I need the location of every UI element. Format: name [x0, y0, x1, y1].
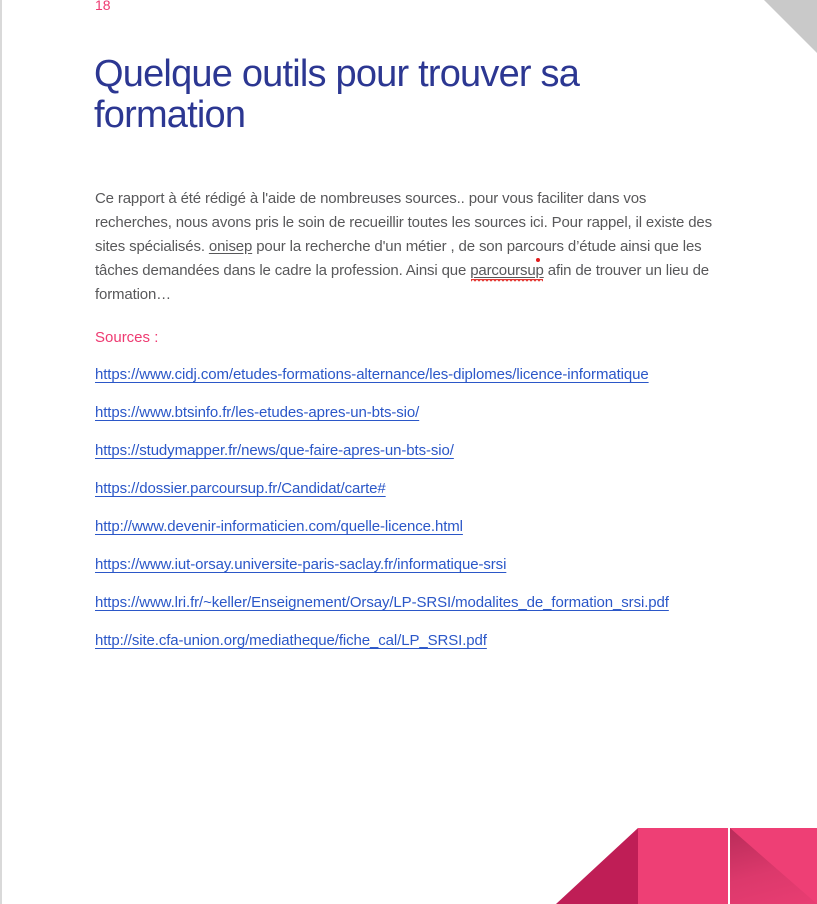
- onisep-link[interactable]: onisep: [208, 238, 253, 255]
- paragraph-line: [95, 235, 712, 259]
- paragraph-text: afin de trouver un lieu de: [543, 262, 709, 279]
- source-link[interactable]: http://site.cfa-union.org/mediatheque/fiche_cal/LP_SRSI.pdf: [95, 632, 487, 649]
- parcoursup-link[interactable]: parcoursup: [470, 262, 544, 279]
- page-title: [94, 54, 579, 136]
- source-link[interactable]: https://dossier.parcoursup.fr/Candidat/carte#: [95, 480, 386, 497]
- page-title-line-2: formation: [94, 94, 246, 136]
- paragraph-text: pour la recherche d'un métier , de son parcours d’étude ainsi que les: [252, 238, 702, 255]
- source-link[interactable]: https://www.cidj.com/etudes-formations-alternance/les-diplomes/licence-informatique: [95, 366, 649, 383]
- paragraph-line: [95, 283, 712, 307]
- paragraph-line: [95, 211, 712, 235]
- paragraph-text: tâches demandées dans le cadre la profession. Ainsi que: [95, 262, 471, 279]
- page-left-border: [0, 0, 2, 904]
- paragraph-text: sites spécialisés.: [95, 238, 209, 255]
- bottom-dark-triangle-decoration: [556, 828, 638, 904]
- page-title-line-1: Quelque outils pour trouver sa: [94, 53, 580, 95]
- source-links-list: [95, 366, 669, 670]
- paragraph-text: recherches, nous avons pris le soin de recueillir toutes les sources ici. Pour rappel, il existe des: [95, 214, 712, 231]
- source-link[interactable]: https://studymapper.fr/news/que-faire-apres-un-bts-sio/: [95, 442, 454, 459]
- fold-shadow-decoration: [730, 828, 817, 904]
- spellcheck-dot-icon: [536, 258, 540, 262]
- intro-paragraph: [95, 187, 712, 307]
- page-number: 18: [95, 0, 111, 13]
- bottom-pink-rectangle-decoration: [638, 828, 728, 904]
- paragraph-text: Ce rapport à été rédigé à l'aide de nombreuses sources.. pour vous faciliter dans vos: [95, 190, 647, 207]
- source-link[interactable]: http://www.devenir-informaticien.com/quelle-licence.html: [95, 518, 463, 535]
- paragraph-text: formation…: [95, 286, 172, 303]
- source-link[interactable]: https://www.iut-orsay.universite-paris-saclay.fr/informatique-srsi: [95, 556, 507, 573]
- source-link[interactable]: https://www.btsinfo.fr/les-etudes-apres-un-bts-sio/: [95, 404, 420, 421]
- sources-label: Sources :: [95, 329, 159, 346]
- paragraph-line: [95, 187, 712, 211]
- corner-triangle-decoration: [764, 0, 817, 53]
- source-link[interactable]: https://www.lri.fr/~keller/Enseignement/Orsay/LP-SRSI/modalites_de_formation_srsi.pdf: [95, 594, 669, 611]
- paragraph-line: [95, 259, 712, 283]
- bottom-folded-square-decoration: [730, 828, 817, 904]
